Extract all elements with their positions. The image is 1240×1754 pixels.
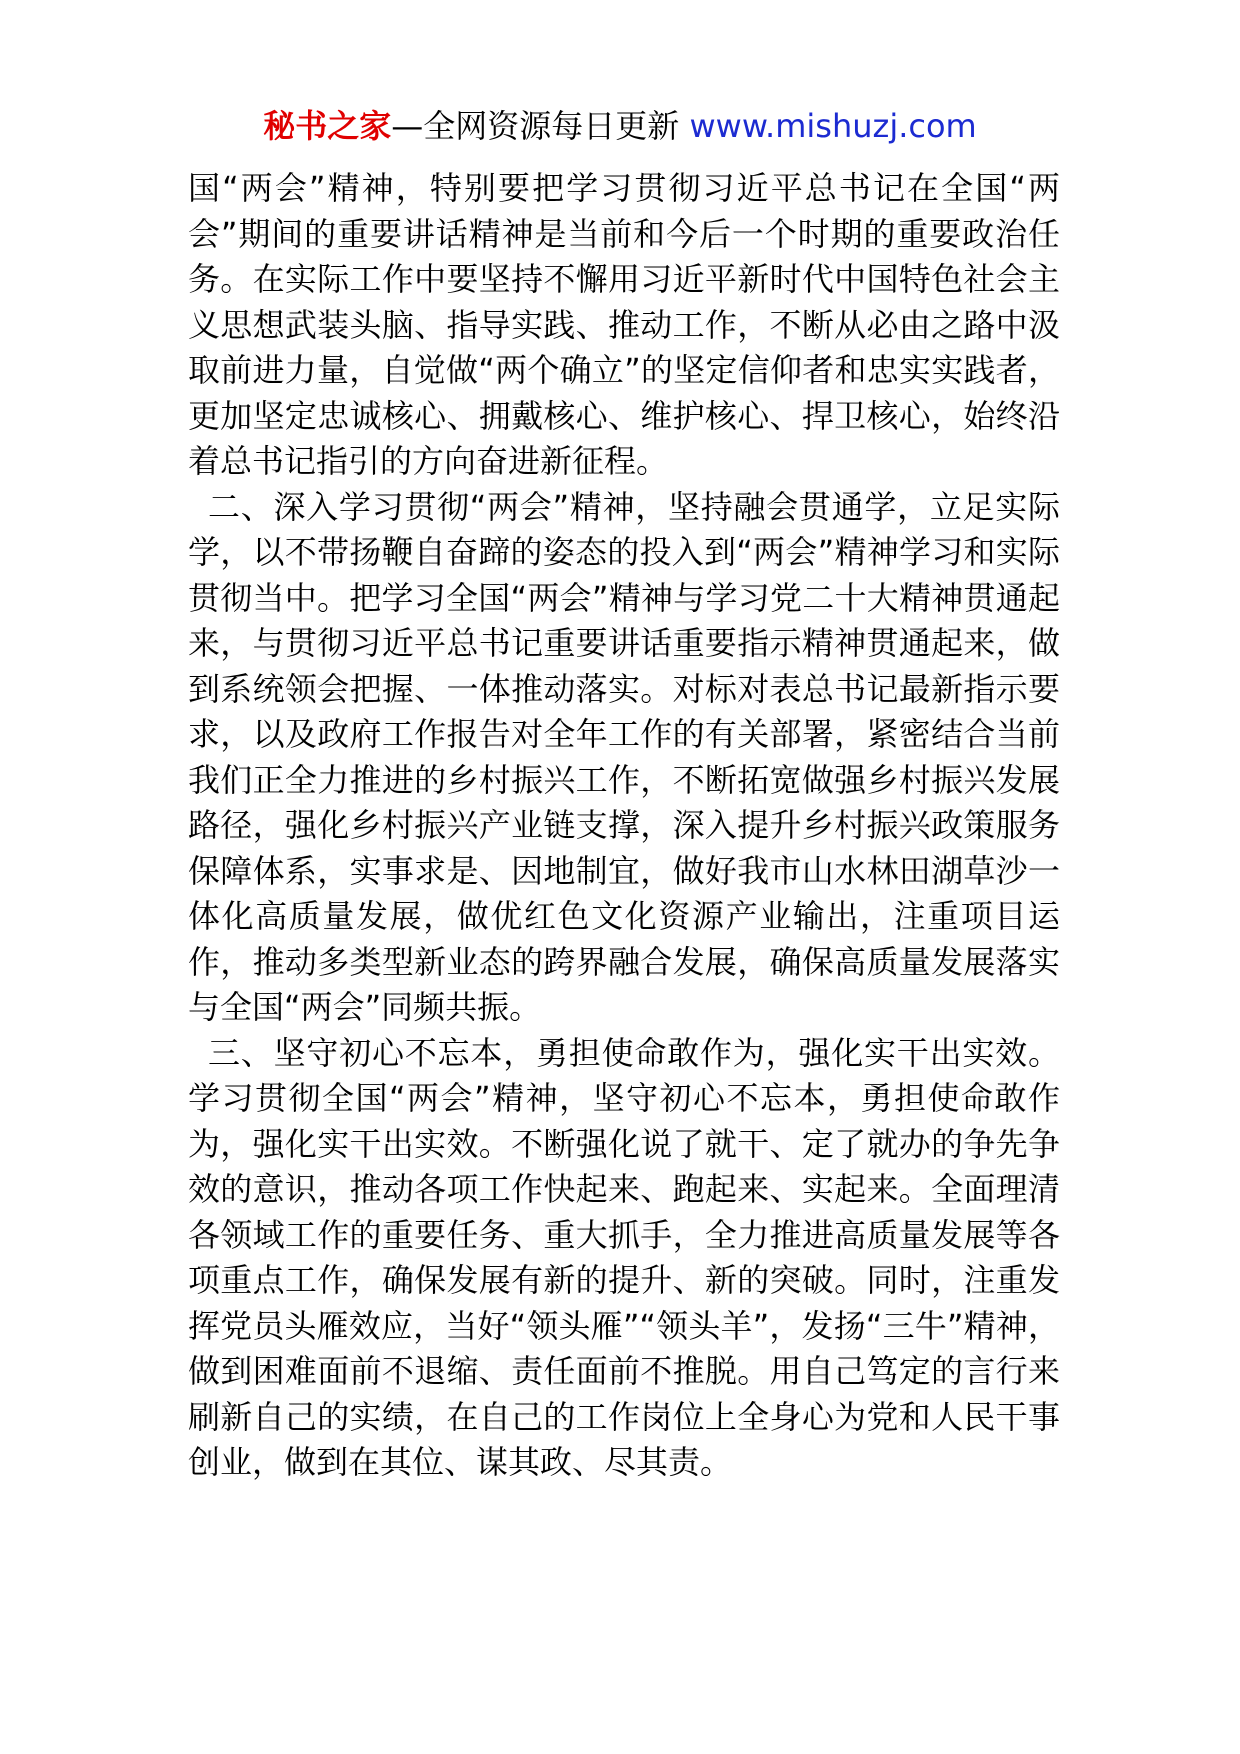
page-header [0,98,1240,154]
paragraph-section-three: 三、坚守初心不忘本，勇担使命敢作为，强化实干出实效。学习贯彻全国“两会”精神，坚守初心不忘本，勇担使命敢作为，强化实干出实效。不断强化说了就干、定了就办的争先争效的意识，推动各项工作快起来、跑起来、实起来。全面理清各领域工作的重要任务、重大抓手，全力推进高质量发展等各项重点工作，确保发展有新的提升、新的突破。同时，注重发挥党员头雁效应，当好“领头雁”“领头羊”，发扬“三牛”精神，做到困难面前不退缩、责任面前不推脱。用自己笃定的言行来刷新自己的实绩，在自己的工作岗位上全身心为党和人民干事创业，做到在其位、谋其政、尽其责。 [188,1033,1060,1481]
header-url-link[interactable]: www.mishuzj.com [689,107,977,145]
header-tagline: —全网资源每日更新 [391,107,680,145]
header-brand: 秘书之家 [263,107,392,145]
paragraph-continued: 国“两会”精神，特别要把学习贯彻习近平总书记在全国“两会”期间的重要讲话精神是当前和今后一个时期的重要政治任务。在实际工作中要坚持不懈用习近平新时代中国特色社会主义思想武装头脑、指导实践、推动工作，不断从必由之路中汲取前进力量，自觉做“两个确立”的坚定信仰者和忠实实践者，更加坚定忠诚核心、拥戴核心、维护核心、捍卫核心，始终沿着总书记指引的方向奋进新征程。 [188,169,1060,480]
paragraph-section-two: 二、深入学习贯彻“两会”精神，坚持融会贯通学，立足实际学，以不带扬鞭自奋蹄的姿态的投入到“两会”精神学习和实际贯彻当中。把学习全国“两会”精神与学习党二十大精神贯通起来，与贯彻习近平总书记重要讲话重要指示精神贯通起来，做到系统领会把握、一体推动落实。对标对表总书记最新指示要求，以及政府工作报告对全年工作的有关部署，紧密结合当前我们正全力推进的乡村振兴工作，不断拓宽做强乡村振兴发展路径，强化乡村振兴产业链支撑，深入提升乡村振兴政策服务保障体系，实事求是、因地制宜，做好我市山水林田湖草沙一体化高质量发展，做优红色文化资源产业输出，注重项目运作，推动多类型新业态的跨界融合发展，确保高质量发展落实与全国“两会”同频共振。 [188,487,1060,1026]
document-body [188,166,1060,1486]
